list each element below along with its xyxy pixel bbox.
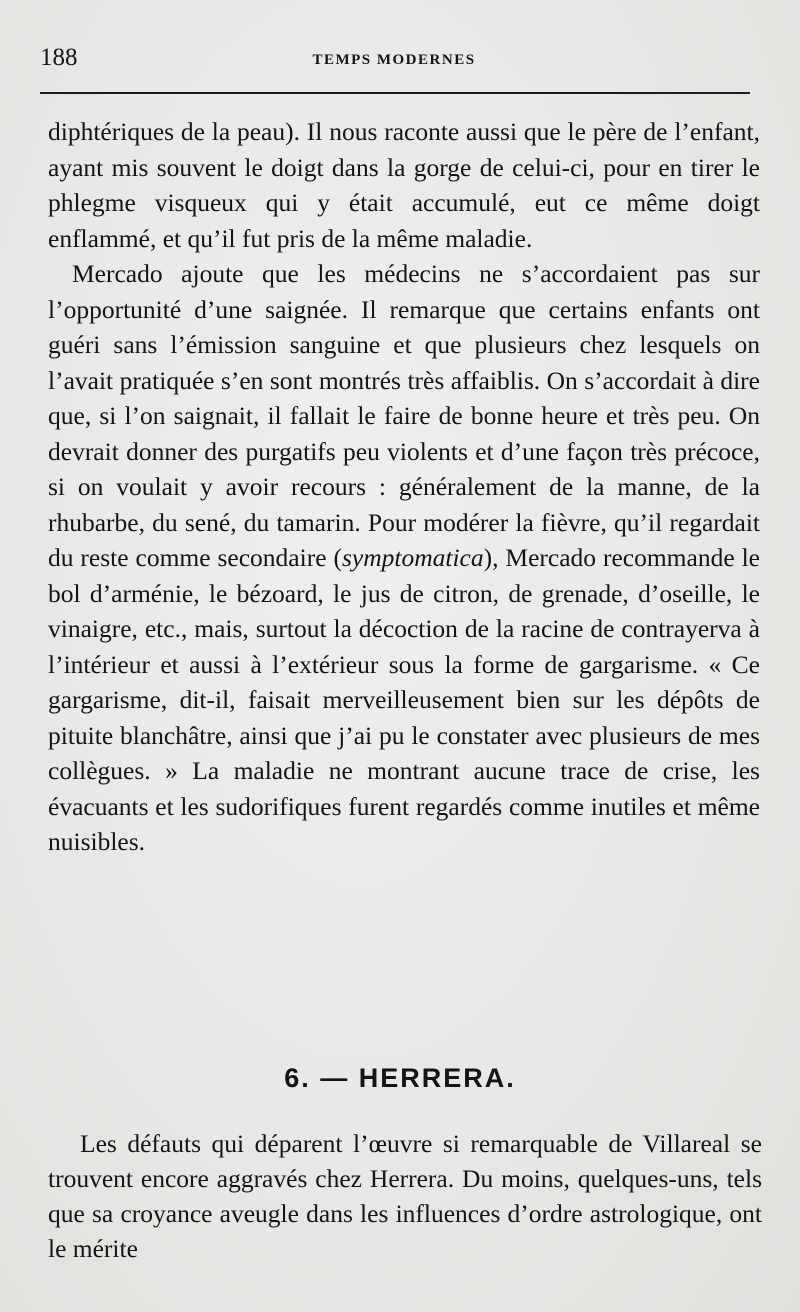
paragraph-continued: diphtériques de la peau). Il nous raconte aussi que le père de l’enfant, ayant mis souvent le doigt dans la gorge de celui-ci, pour en tirer le phlegme visqueux qui y était accumulé, eut ce même doigt enflammé, et qu’il fut pris de la même maladie. [48,117,760,253]
section-text [48,1126,762,1266]
italic-term: symptomatica [341,543,484,572]
section-heading: 6. — HERRERA. [284,1063,516,1093]
page-header [40,40,748,76]
header-rule [40,92,750,94]
body-text [48,114,760,860]
page-number: 188 [40,44,78,71]
paragraph-text-after-italic: ), Mercado recommande le bol d’arménie, le bézoard, le jus de citron, de grenade, d’oseille, le vinaigre, etc., mais, surtout la décoction de la racine de contrayerva à l’intérieur et aussi à l’extérieur sous la forme de gargarisme. « Ce gargarisme, dit-il, faisait merveilleusement bien sur les dépôts de pituite blanchâtre, ainsi que j’ai pu le constater avec plusieurs de mes collègues. » La maladie ne montrant aucune trace de crise, les évacuants et les sudorifiques furent regardés comme inutiles et même nuisibles. [48,543,760,856]
paragraph-text-before-italic: Mercado ajoute que les médecins ne s’accordaient pas sur l’opportunité d’une saignée. Il remarque que certains enfants ont guéri sans l’émission sanguine et que plusieurs chez lesquels on l’avait pratiquée s’en sont montrés très affaiblis. On s’accordait à dire que, si l’on saignait, il fallait le faire de bonne heure et très peu. On devrait donner des purgatifs peu violents et d’une façon très précoce, si on voulait y avoir recours : généralement de la manne, de la rhubarbe, du sené, du tamarin. Pour modérer la fièvre, qu’il regardait du reste comme secondaire ( [48,259,760,572]
running-head: TEMPS MODERNES [312,52,476,68]
paragraph-herrera: Les défauts qui déparent l’œuvre si remarquable de Villareal se trouvent encore aggravés chez Herrera. Du moins, quelques-uns, tels que sa croyance aveugle dans les influences d’ordre astrologique, ont le mérite [48,1129,762,1263]
paragraph-mercado [48,256,760,860]
